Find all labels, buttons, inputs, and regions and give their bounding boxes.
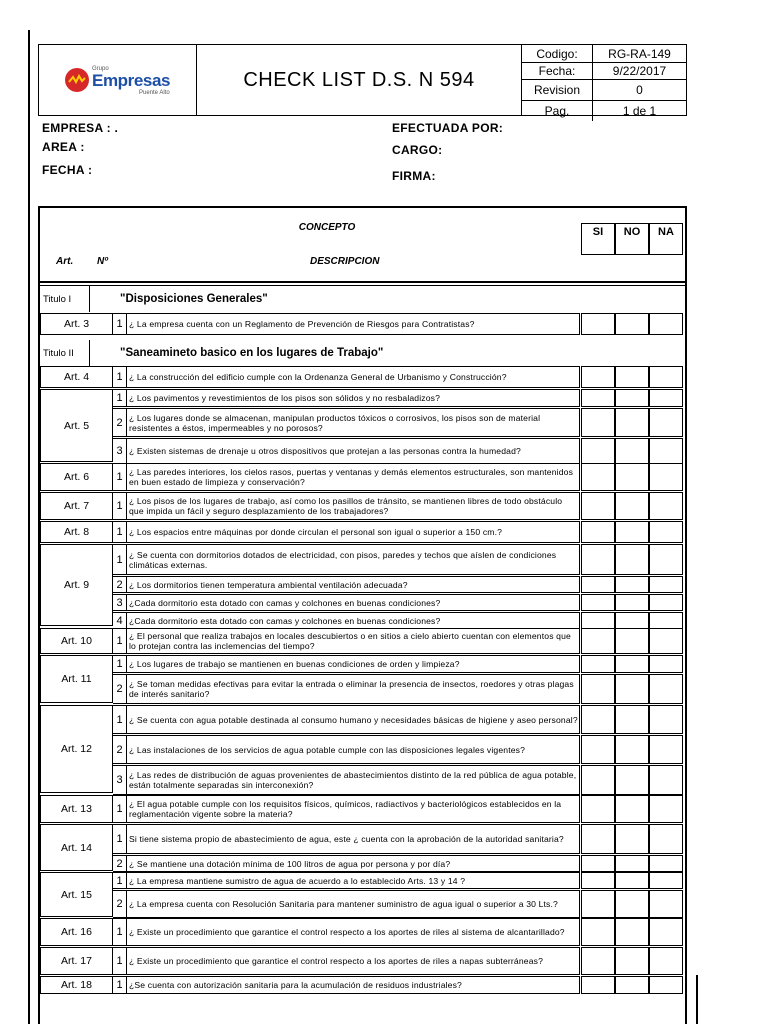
checkbox-na[interactable] [649,521,683,543]
column-header-art: Art. [56,256,74,267]
article-label: Art. 14 [40,824,113,871]
meta-label: Fecha: [522,62,593,79]
meta-codigo [522,45,686,63]
article-label: Art. 3 [40,313,113,335]
meta-value: 9/22/2017 [612,63,667,78]
checkbox-no[interactable] [615,947,649,975]
checkbox-si[interactable] [581,824,615,854]
item-number: 3 [113,438,127,464]
checkbox-si[interactable] [581,872,615,889]
checkbox-no[interactable] [615,438,649,464]
checkbox-si[interactable] [581,521,615,543]
item-question: Si tiene sistema propio de abastecimiento de agua, este ¿ cuenta con la aprobación de la autoridad sanitaria? [127,824,580,854]
item-question: ¿ Los lugares de trabajo se mantienen en buenas condiciones de orden y limpieza? [127,655,580,673]
checkbox-na[interactable] [649,492,683,520]
item-question: ¿ Existe un procedimiento que garantice el control respecto a los aportes de riles a napas subterráneas? [127,947,580,975]
header-divider [40,281,685,283]
checkbox-no[interactable] [615,594,649,611]
checkbox-na[interactable] [649,947,683,975]
checkbox-si[interactable] [581,918,615,946]
checkbox-si[interactable] [581,947,615,975]
section-titulo-1 [40,286,685,312]
article-label: Art. 15 [40,872,113,917]
checkbox-si[interactable] [581,890,615,918]
article-label: Art. 7 [40,492,113,520]
item-question: ¿ Los lugares donde se almacenan, manipulan productos tóxicos o corrosivos, los pisos son de material resistentes a éstos, impermeables y no porosos? [127,408,580,437]
article-label: Art. 4 [40,366,113,388]
article-label: Art. 12 [40,705,113,793]
item-question: ¿ La empresa cuenta con un Reglamento de Prevención de Riesgos para Contratistas? [127,313,580,335]
item-number: 1 [113,705,127,734]
checkbox-no[interactable] [615,705,649,734]
document-header [38,44,687,116]
article-label: Art. 17 [40,947,113,975]
checkbox-si[interactable] [581,366,615,388]
checkbox-si[interactable] [581,612,615,629]
item-number: 2 [113,576,127,593]
logo-icon [65,68,89,92]
checkbox-si[interactable] [581,492,615,520]
checkbox-no[interactable] [615,890,649,918]
item-number: 2 [113,890,127,918]
item-question: ¿ Los espacios entre máquinas por donde circulan el personal son igual o superior a 150 cm.? [127,521,580,543]
checkbox-na[interactable] [649,976,683,994]
checkbox-na[interactable] [649,544,683,575]
item-number: 4 [113,612,127,629]
checkbox-no[interactable] [615,313,649,335]
field-firma[interactable]: FIRMA: [392,169,436,183]
right-margin-line [696,975,698,1024]
meta-value: 0 [636,82,643,97]
item-number: 3 [113,594,127,611]
checkbox-si[interactable] [581,576,615,593]
column-header-concepto: CONCEPTO [298,222,356,233]
document-meta [522,45,686,118]
item-question: ¿ Los pavimentos y revestimientos de los pisos son sólidos y no resbaladizos? [127,389,580,407]
checkbox-na[interactable] [649,389,683,407]
checkbox-si[interactable] [581,674,615,704]
checkbox-no[interactable] [615,576,649,593]
article-label: Art. 10 [40,628,113,654]
meta-fecha [522,62,686,80]
item-number: 1 [113,313,127,335]
meta-pag [522,100,686,121]
logo-name-text: Empresas [92,71,171,90]
checkbox-na[interactable] [649,313,683,335]
checkbox-no[interactable] [615,765,649,795]
checkbox-no[interactable] [615,824,649,854]
item-question: ¿Cada dormitorio esta dotado con camas y colchones en buenas condiciones? [127,612,580,629]
checkbox-no[interactable] [615,976,649,994]
item-question: ¿ Las redes de distribución de aguas provenientes de abastecimientos distinto de la red pública de agua potable, están totalmente separadas sin interconexión? [127,765,580,795]
column-header-no: NO [615,223,649,255]
article-label: Art. 6 [40,463,113,491]
checkbox-no[interactable] [615,674,649,704]
checklist-table [38,206,687,1024]
item-number: 1 [113,918,127,946]
item-question: ¿ Las instalaciones de los servicios de agua potable cumple con las disposiciones legales vigentes? [127,735,580,764]
item-number: 1 [113,544,127,575]
item-question: ¿ Se cuenta con dormitorios dotados de electricidad, con pisos, paredes y techos que aíslen de condiciones climáticas externas. [127,544,580,575]
checkbox-si[interactable] [581,735,615,764]
column-header-numero: Nº [97,256,108,267]
checkbox-no[interactable] [615,612,649,629]
item-question: ¿ La empresa mantiene sumistro de agua de acuerdo a lo establecido Arts. 13 y 14 ? [127,872,580,889]
article-label: Art. 11 [40,655,113,703]
checkbox-no[interactable] [615,389,649,407]
article-label: Art. 13 [40,795,113,823]
checkbox-na[interactable] [649,872,683,889]
checkbox-na[interactable] [649,438,683,464]
section-label: Titulo II [40,340,90,366]
checkbox-no[interactable] [615,463,649,491]
checkbox-na[interactable] [649,918,683,946]
item-question: ¿Se cuenta con autorización sanitaria para la acumulación de residuos industriales? [127,976,580,994]
checkbox-na[interactable] [649,824,683,854]
item-number: 1 [113,976,127,994]
checkbox-na[interactable] [649,735,683,764]
column-header-si: SI [581,223,615,255]
checkbox-no[interactable] [615,408,649,437]
item-number: 1 [113,389,127,407]
article-label: Art. 9 [40,544,113,626]
item-number: 2 [113,735,127,764]
field-efectuada-por[interactable]: EFECTUADA POR: [392,121,504,135]
meta-label: Revision [522,79,593,100]
section-title: "Saneamineto basico en los lugares de Trabajo" [120,347,384,359]
meta-label: Codigo: [522,45,593,62]
checkbox-si[interactable] [581,655,615,673]
checkbox-na[interactable] [649,765,683,795]
document-title: CHECK LIST D.S. N 594 [197,45,522,115]
checkbox-na[interactable] [649,628,683,654]
checkbox-no[interactable] [615,918,649,946]
checkbox-si[interactable] [581,765,615,795]
item-question: ¿ Existen sistemas de drenaje u otros dispositivos que protejan a las personas contra la humedad? [127,438,580,464]
checkbox-si[interactable] [581,463,615,491]
item-number: 2 [113,674,127,704]
checkbox-na[interactable] [649,674,683,704]
item-question: ¿ Los dormitorios tienen temperatura ambiental ventilación adecuada? [127,576,580,593]
article-label: Art. 5 [40,389,113,462]
item-question: ¿ El personal que realiza trabajos en locales descubiertos o en sitios a cielo abierto cuentan con elementos que lo protejan contra las inclemencias del tiempo? [127,628,580,654]
item-question: ¿ Los pisos de los lugares de trabajo, así como los pasillos de tránsito, se mantienen libres de todo obstáculo que impida un fácil y seguro desplazamiento de los trabajadores? [127,492,580,520]
checkbox-no[interactable] [615,544,649,575]
logo-group-text: Grupo [92,66,109,72]
item-number: 1 [113,824,127,854]
item-number: 1 [113,795,127,823]
meta-value: RG-RA-149 [608,46,671,61]
checkbox-na[interactable] [649,576,683,593]
checkbox-na[interactable] [649,463,683,491]
meta-value: 1 de 1 [622,103,657,118]
checkbox-no[interactable] [615,492,649,520]
checkbox-no[interactable] [615,628,649,654]
company-logo [39,45,197,115]
checkbox-no[interactable] [615,655,649,673]
item-number: 2 [113,855,127,872]
logo-sub-text: Puente Alto [139,90,170,96]
meta-revision [522,79,686,101]
field-fecha[interactable]: FECHA : [42,163,93,177]
checkbox-na[interactable] [649,612,683,629]
checkbox-si[interactable] [581,544,615,575]
column-header-na: NA [649,223,683,255]
item-question: ¿ Se mantiene una dotación mínima de 100 litros de agua por persona y por día? [127,855,580,872]
article-label: Art. 8 [40,521,113,543]
item-number: 1 [113,655,127,673]
checkbox-na[interactable] [649,594,683,611]
item-question: ¿ Las paredes interiores, los cielos rasos, puertas y ventanas y demás elementos estructurales, son mantenidos en buen estado de limpieza y conservación? [127,463,580,491]
item-number: 1 [113,492,127,520]
checkbox-si[interactable] [581,594,615,611]
article-label: Art. 18 [40,976,113,994]
checkbox-na[interactable] [649,705,683,734]
item-number: 1 [113,628,127,654]
item-number: 1 [113,463,127,491]
item-number: 1 [113,366,127,388]
field-area[interactable]: AREA : [42,140,85,154]
section-label: Titulo I [40,286,90,312]
item-number: 2 [113,408,127,437]
checkbox-na[interactable] [649,655,683,673]
checkbox-na[interactable] [649,795,683,823]
checkbox-no[interactable] [615,735,649,764]
item-number: 1 [113,947,127,975]
item-question: ¿ La empresa cuenta con Resolución Sanitaria para mantener suministro de agua igual o superior a 30 Lts.? [127,890,580,918]
checkbox-na[interactable] [649,366,683,388]
checkbox-no[interactable] [615,366,649,388]
article-label: Art. 16 [40,918,113,946]
checkbox-no[interactable] [615,872,649,889]
item-question: ¿ La construcción del edificio cumple con la Ordenanza General de Urbanismo y Construcción? [127,366,580,388]
item-question: ¿Cada dormitorio esta dotado con camas y colchones en buenas condiciones? [127,594,580,611]
item-question: ¿ El agua potable cumple con los requisitos físicos, químicos, radiactivos y bacteriológicos establecidos en la reglamentación vigente sobre la materia? [127,795,580,823]
checkbox-si[interactable] [581,976,615,994]
field-empresa[interactable]: EMPRESA : . [42,121,119,135]
field-cargo[interactable]: CARGO: [392,143,443,157]
checkbox-si[interactable] [581,438,615,464]
item-question: ¿ Se toman medidas efectivas para evitar la entrada o eliminar la presencia de insectos, roedores y otras plagas de interés sanitario? [127,674,580,704]
column-header-descripcion: DESCRIPCION [310,256,380,267]
checkbox-na[interactable] [649,408,683,437]
item-question: ¿ Se cuenta con agua potable destinada al consumo humano y necesidades básicas de higiene y aseo personal? [127,705,580,734]
checkbox-no[interactable] [615,795,649,823]
section-titulo-2 [40,340,685,366]
item-question: ¿ Existe un procedimiento que garantice el control respecto a los aportes de riles al sistema de alcantarillado? [127,918,580,946]
checkbox-si[interactable] [581,313,615,335]
checkbox-si[interactable] [581,408,615,437]
checkbox-na[interactable] [649,890,683,918]
checkbox-si[interactable] [581,795,615,823]
checkbox-si[interactable] [581,389,615,407]
checkbox-no[interactable] [615,521,649,543]
checkbox-si[interactable] [581,855,615,872]
checkbox-si[interactable] [581,628,615,654]
checkbox-no[interactable] [615,855,649,872]
left-margin-line [28,30,30,1024]
item-number: 1 [113,521,127,543]
item-number: 3 [113,765,127,795]
checkbox-si[interactable] [581,705,615,734]
section-title: "Disposiciones Generales" [120,293,268,305]
item-number: 1 [113,872,127,889]
checkbox-na[interactable] [649,855,683,872]
meta-label: Pag. [522,100,593,121]
